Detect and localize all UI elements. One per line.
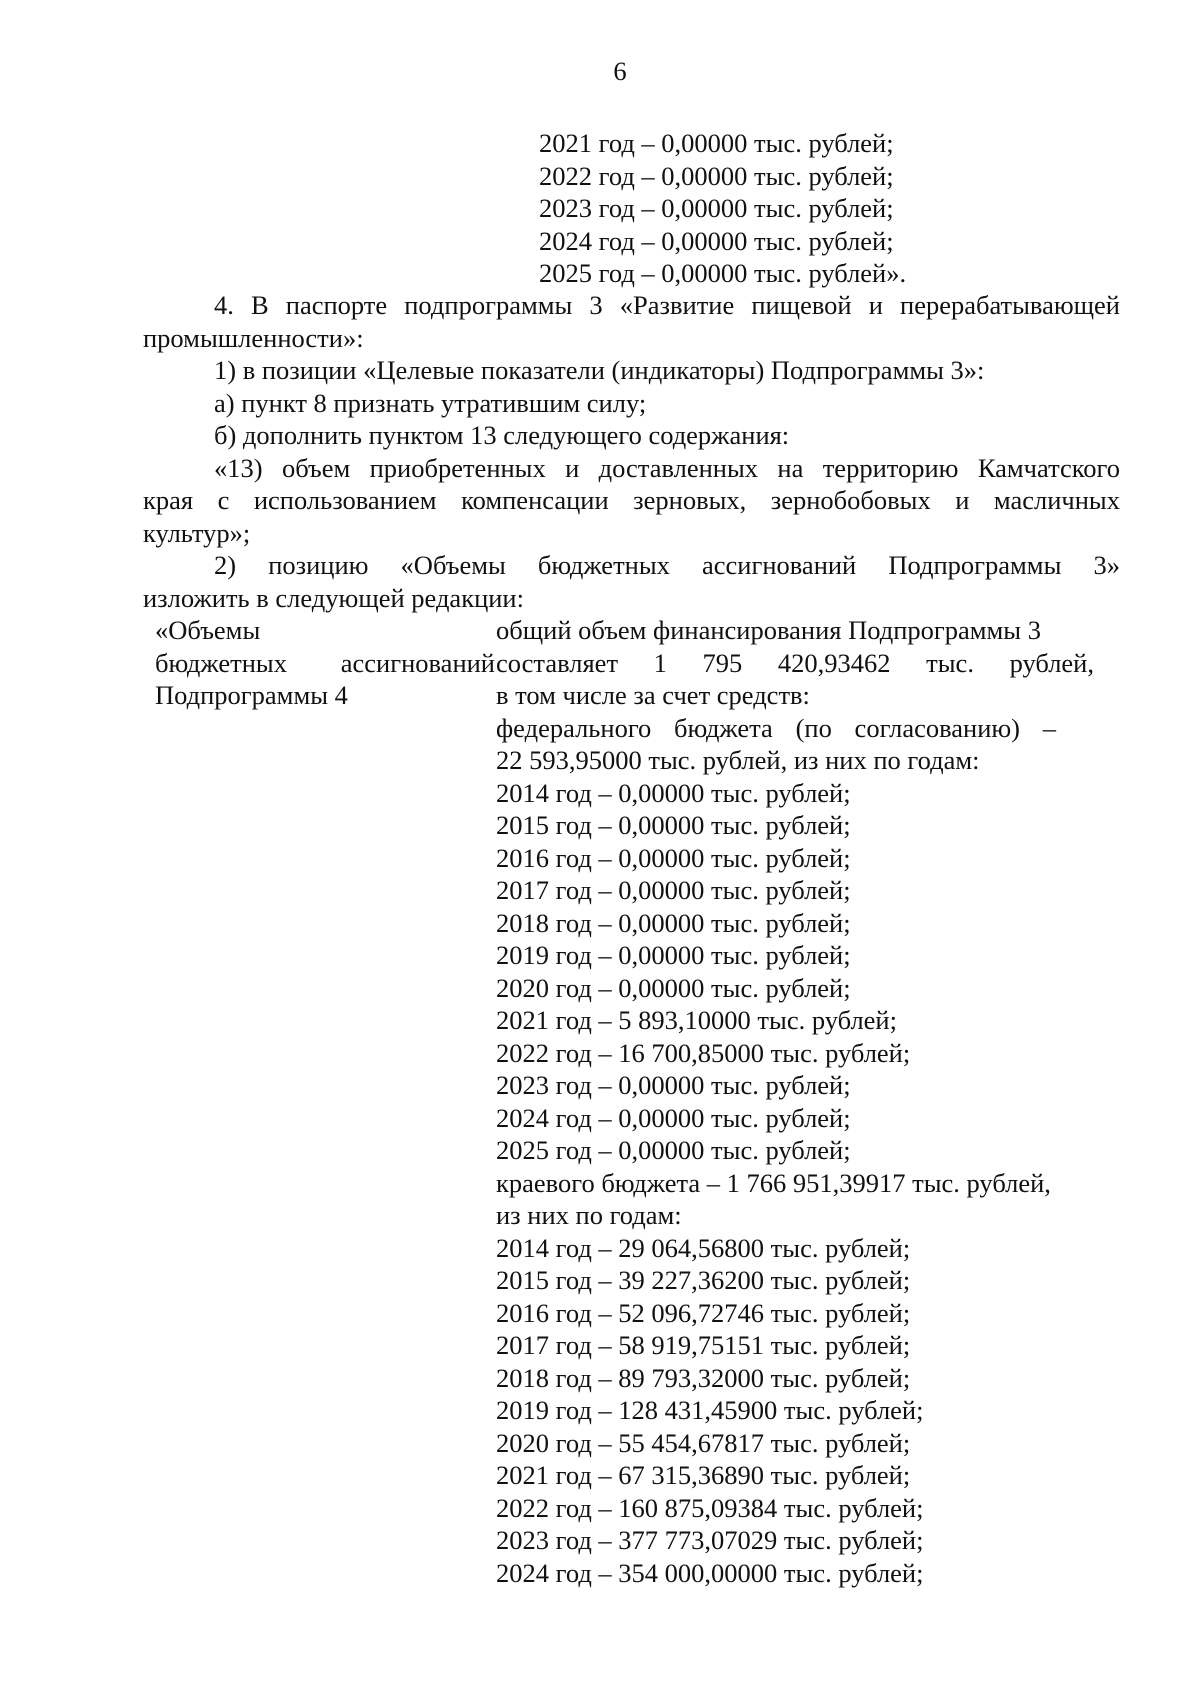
federal-year-line: 2018 год – 0,00000 тыс. рублей; [496, 907, 851, 938]
federal-year-line: 2016 год – 0,00000 тыс. рублей; [496, 842, 851, 873]
passport-label-line: Подпрограммы 4 [155, 680, 348, 710]
regional-year-line: 2014 год – 29 064,56800 тыс. рублей; [496, 1232, 911, 1263]
item-1: 1) в позиции «Целевые показатели (индикаторы) Подпрограммы 3»: [214, 355, 985, 385]
federal-year-line: 2025 год – 0,00000 тыс. рублей; [496, 1135, 851, 1165]
year-line: 2022 год – 0,00000 тыс. рублей; [539, 160, 894, 191]
year-line: 2024 год – 0,00000 тыс. рублей; [539, 225, 894, 256]
regional-year-line: 2023 год – 377 773,07029 тыс. рублей; [496, 1525, 924, 1555]
year-line: 2023 год – 0,00000 тыс. рублей; [539, 193, 894, 223]
total-line-2: составляет 1 795 420,93462 тыс. рублей, [496, 647, 1094, 678]
total-line-1: общий объем финансирования Подпрограммы 3 [496, 615, 1041, 645]
federal-year-line: 2014 год – 0,00000 тыс. рублей; [496, 777, 851, 808]
passport-label-line: бюджетных ассигнований [155, 647, 495, 678]
regional-year-line: 2021 год – 67 315,36890 тыс. рублей; [496, 1460, 911, 1490]
passport-label-cell [143, 614, 496, 1589]
paragraph-4-line-2: промышленности»: [143, 322, 364, 353]
body-text [143, 289, 1120, 614]
federal-year-line: 2021 год – 5 893,10000 тыс. рублей; [496, 1005, 897, 1035]
federal-year-line: 2020 год – 0,00000 тыс. рублей; [496, 972, 851, 1003]
federal-year-line: 2022 год – 16 700,85000 тыс. рублей; [496, 1037, 911, 1068]
item-2-line-1: 2) позицию «Объемы бюджетных ассигнований Подпрограммы 3» [214, 550, 1120, 580]
regional-year-line: 2015 год – 39 227,36200 тыс. рублей; [496, 1265, 911, 1295]
regional-year-line: 2024 год – 354 000,00000 тыс. рублей; [496, 1557, 924, 1588]
top-years-list [539, 127, 906, 290]
paragraph-4-line-1: 4. В паспорте подпрограммы 3 «Развитие пищевой и перерабатывающей [214, 290, 1120, 320]
federal-line-1: федерального бюджета (по согласованию) – [496, 712, 1056, 743]
passport-value-cell [496, 614, 1135, 1589]
year-line: 2021 год – 0,00000 тыс. рублей; [539, 128, 894, 158]
federal-year-line: 2024 год – 0,00000 тыс. рублей; [496, 1102, 851, 1133]
federal-line-2: 22 593,95000 тыс. рублей, из них по годам: [496, 745, 980, 775]
regional-line-2: из них по годам: [496, 1200, 682, 1230]
item-b: б) дополнить пунктом 13 следующего содержания: [214, 420, 790, 450]
regional-year-line: 2019 год – 128 431,45900 тыс. рублей; [496, 1395, 924, 1425]
regional-year-line: 2020 год – 55 454,67817 тыс. рублей; [496, 1427, 911, 1458]
year-line: 2025 год – 0,00000 тыс. рублей». [539, 258, 907, 288]
item-a: а) пункт 8 признать утратившим силу; [214, 387, 647, 418]
item-13-line-3: культур»; [143, 517, 251, 548]
federal-year-line: 2019 год – 0,00000 тыс. рублей; [496, 940, 851, 970]
total-line-3: в том числе за счет средств: [496, 680, 810, 710]
page-number: 6 [613, 56, 627, 86]
regional-year-line: 2018 год – 89 793,32000 тыс. рублей; [496, 1362, 911, 1393]
federal-year-line: 2023 год – 0,00000 тыс. рублей; [496, 1070, 851, 1100]
federal-year-line: 2017 год – 0,00000 тыс. рублей; [496, 875, 851, 905]
regional-line-1: краевого бюджета – 1 766 951,39917 тыс. рублей, [496, 1167, 1051, 1198]
item-13-line-2: края с использованием компенсации зерновых, зернобобовых и масличных [143, 485, 1120, 515]
item-13-line-1: «13) объем приобретенных и доставленных на территорию Камчатского [214, 452, 1120, 483]
passport-label-line: «Объемы [155, 615, 261, 645]
federal-year-line: 2015 год – 0,00000 тыс. рублей; [496, 810, 851, 840]
regional-year-line: 2022 год – 160 875,09384 тыс. рублей; [496, 1492, 924, 1523]
item-2-line-2: изложить в следующей редакции: [143, 582, 524, 613]
regional-year-line: 2017 год – 58 919,75151 тыс. рублей; [496, 1330, 911, 1360]
regional-year-line: 2016 год – 52 096,72746 тыс. рублей; [496, 1297, 911, 1328]
passport-table [143, 614, 1135, 1589]
